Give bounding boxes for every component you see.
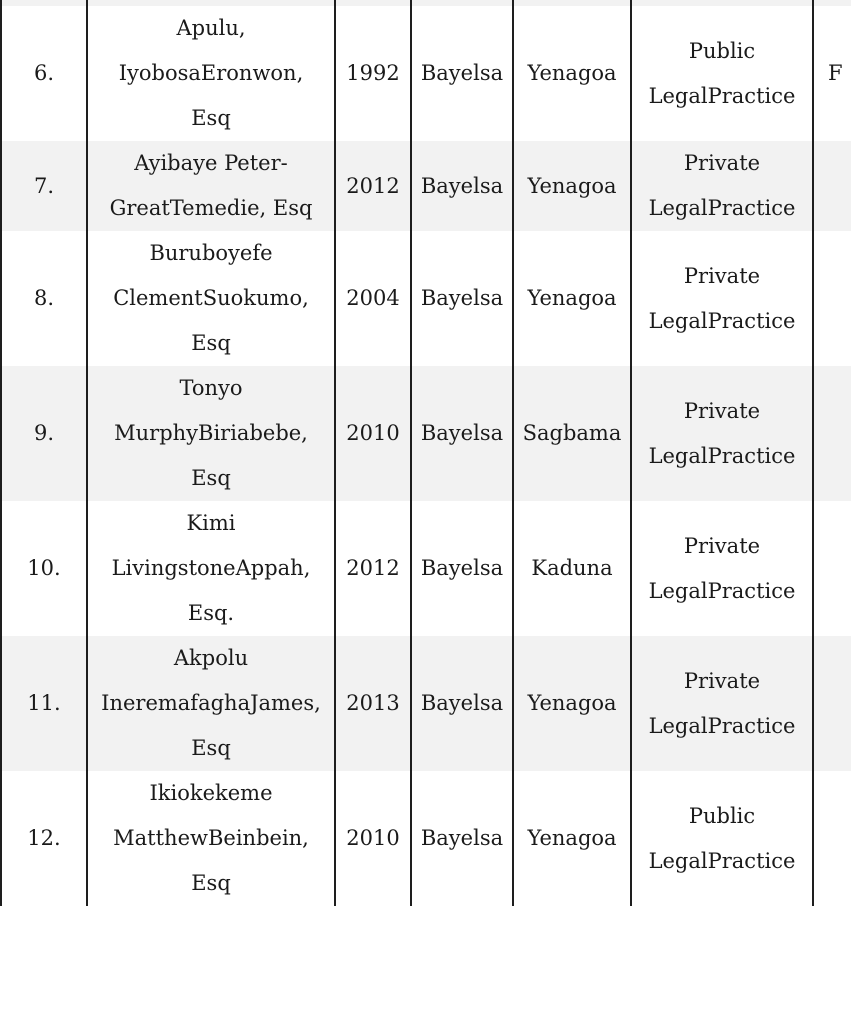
serial-number-cell: 6. (1, 6, 87, 141)
truncated-cell (813, 231, 851, 366)
member-name-cell (87, 501, 335, 636)
member-name-line: Esq (191, 331, 231, 355)
serial-number-cell: 10. (1, 501, 87, 636)
practice-line: LegalPractice (648, 848, 796, 873)
truncated-cell (813, 141, 851, 231)
practice-line: LegalPractice (648, 443, 796, 468)
table-row (1, 231, 851, 366)
practice-cell (631, 366, 813, 501)
state-cell: Bayelsa (411, 501, 513, 636)
member-name-line: Ayibaye Peter- (134, 151, 288, 175)
practice-line: Private (683, 263, 761, 288)
year-cell: 2013 (335, 636, 411, 771)
state-cell: Bayelsa (411, 231, 513, 366)
member-name-line: Esq. (187, 601, 235, 625)
table-body (1, 0, 851, 906)
truncated-cell (813, 636, 851, 771)
member-name-line: IyobosaEronwon, (118, 61, 304, 85)
city-cell: Kaduna (513, 501, 631, 636)
member-name-line: MatthewBeinbein, (113, 826, 309, 850)
truncated-cell: F (813, 6, 851, 141)
practice-line: LegalPractice (648, 578, 796, 603)
city-cell: Sagbama (513, 366, 631, 501)
practice-line: LegalPractice (648, 83, 796, 108)
table-row (1, 141, 851, 231)
practice-cell (631, 6, 813, 141)
table-row (1, 501, 851, 636)
member-name-cell (87, 366, 335, 501)
city-cell: Yenagoa (513, 141, 631, 231)
member-name-line: Esq (191, 466, 231, 490)
member-name-line: Esq (191, 736, 231, 760)
practice-line: Public (688, 803, 756, 828)
truncated-cell (813, 366, 851, 501)
member-name-line: Ikiokekeme (149, 781, 273, 805)
member-name-cell (87, 141, 335, 231)
practice-line: LegalPractice (648, 713, 796, 738)
state-cell: Bayelsa (411, 771, 513, 906)
member-name-line: Tonyo (179, 376, 243, 400)
year-cell: 1992 (335, 6, 411, 141)
practice-cell (631, 636, 813, 771)
state-cell: Bayelsa (411, 636, 513, 771)
member-name-line: IneremafaghaJames, (101, 691, 321, 715)
serial-number-cell: 7. (1, 141, 87, 231)
member-name-cell (87, 231, 335, 366)
practice-line: LegalPractice (648, 196, 796, 220)
member-name-line: Kimi (186, 511, 236, 535)
state-cell: Bayelsa (411, 366, 513, 501)
practice-line: Private (683, 398, 761, 423)
practice-cell (631, 141, 813, 231)
member-name-cell (87, 636, 335, 771)
serial-number-cell: 8. (1, 231, 87, 366)
state-cell: Bayelsa (411, 141, 513, 231)
member-name-line: Buruboyefe (149, 241, 273, 265)
practice-line: Private (683, 533, 761, 558)
member-name-cell (87, 771, 335, 906)
year-cell: 2012 (335, 501, 411, 636)
practice-cell (631, 501, 813, 636)
table-row (1, 6, 851, 141)
state-cell: Bayelsa (411, 6, 513, 141)
member-name-line: Esq (191, 106, 231, 130)
practice-line: Public (688, 38, 756, 63)
table-row (1, 366, 851, 501)
practice-cell (631, 231, 813, 366)
serial-number-cell: 9. (1, 366, 87, 501)
year-cell: 2010 (335, 771, 411, 906)
member-name-line: Apulu, (176, 16, 246, 40)
member-name-line: MurphyBiriabebe, (114, 421, 308, 445)
year-cell: 2012 (335, 141, 411, 231)
member-name-line: Akpolu (173, 646, 249, 670)
serial-number-cell: 11. (1, 636, 87, 771)
practice-line: Private (683, 151, 761, 175)
year-cell: 2010 (335, 366, 411, 501)
member-name-line: GreatTemedie, Esq (109, 196, 313, 220)
table-row (1, 636, 851, 771)
serial-number-cell: 12. (1, 771, 87, 906)
member-name-line: LivingstoneAppah, (111, 556, 311, 580)
city-cell: Yenagoa (513, 6, 631, 141)
practice-cell (631, 771, 813, 906)
city-cell: Yenagoa (513, 771, 631, 906)
truncated-cell (813, 771, 851, 906)
year-cell: 2004 (335, 231, 411, 366)
city-cell: Yenagoa (513, 231, 631, 366)
practice-line: Private (683, 668, 761, 693)
practice-line: LegalPractice (648, 308, 796, 333)
member-name-cell (87, 6, 335, 141)
member-name-line: ClementSuokumo, (113, 286, 309, 310)
table-row (1, 771, 851, 906)
city-cell: Yenagoa (513, 636, 631, 771)
member-name-line: Esq (191, 871, 231, 895)
truncated-cell (813, 501, 851, 636)
